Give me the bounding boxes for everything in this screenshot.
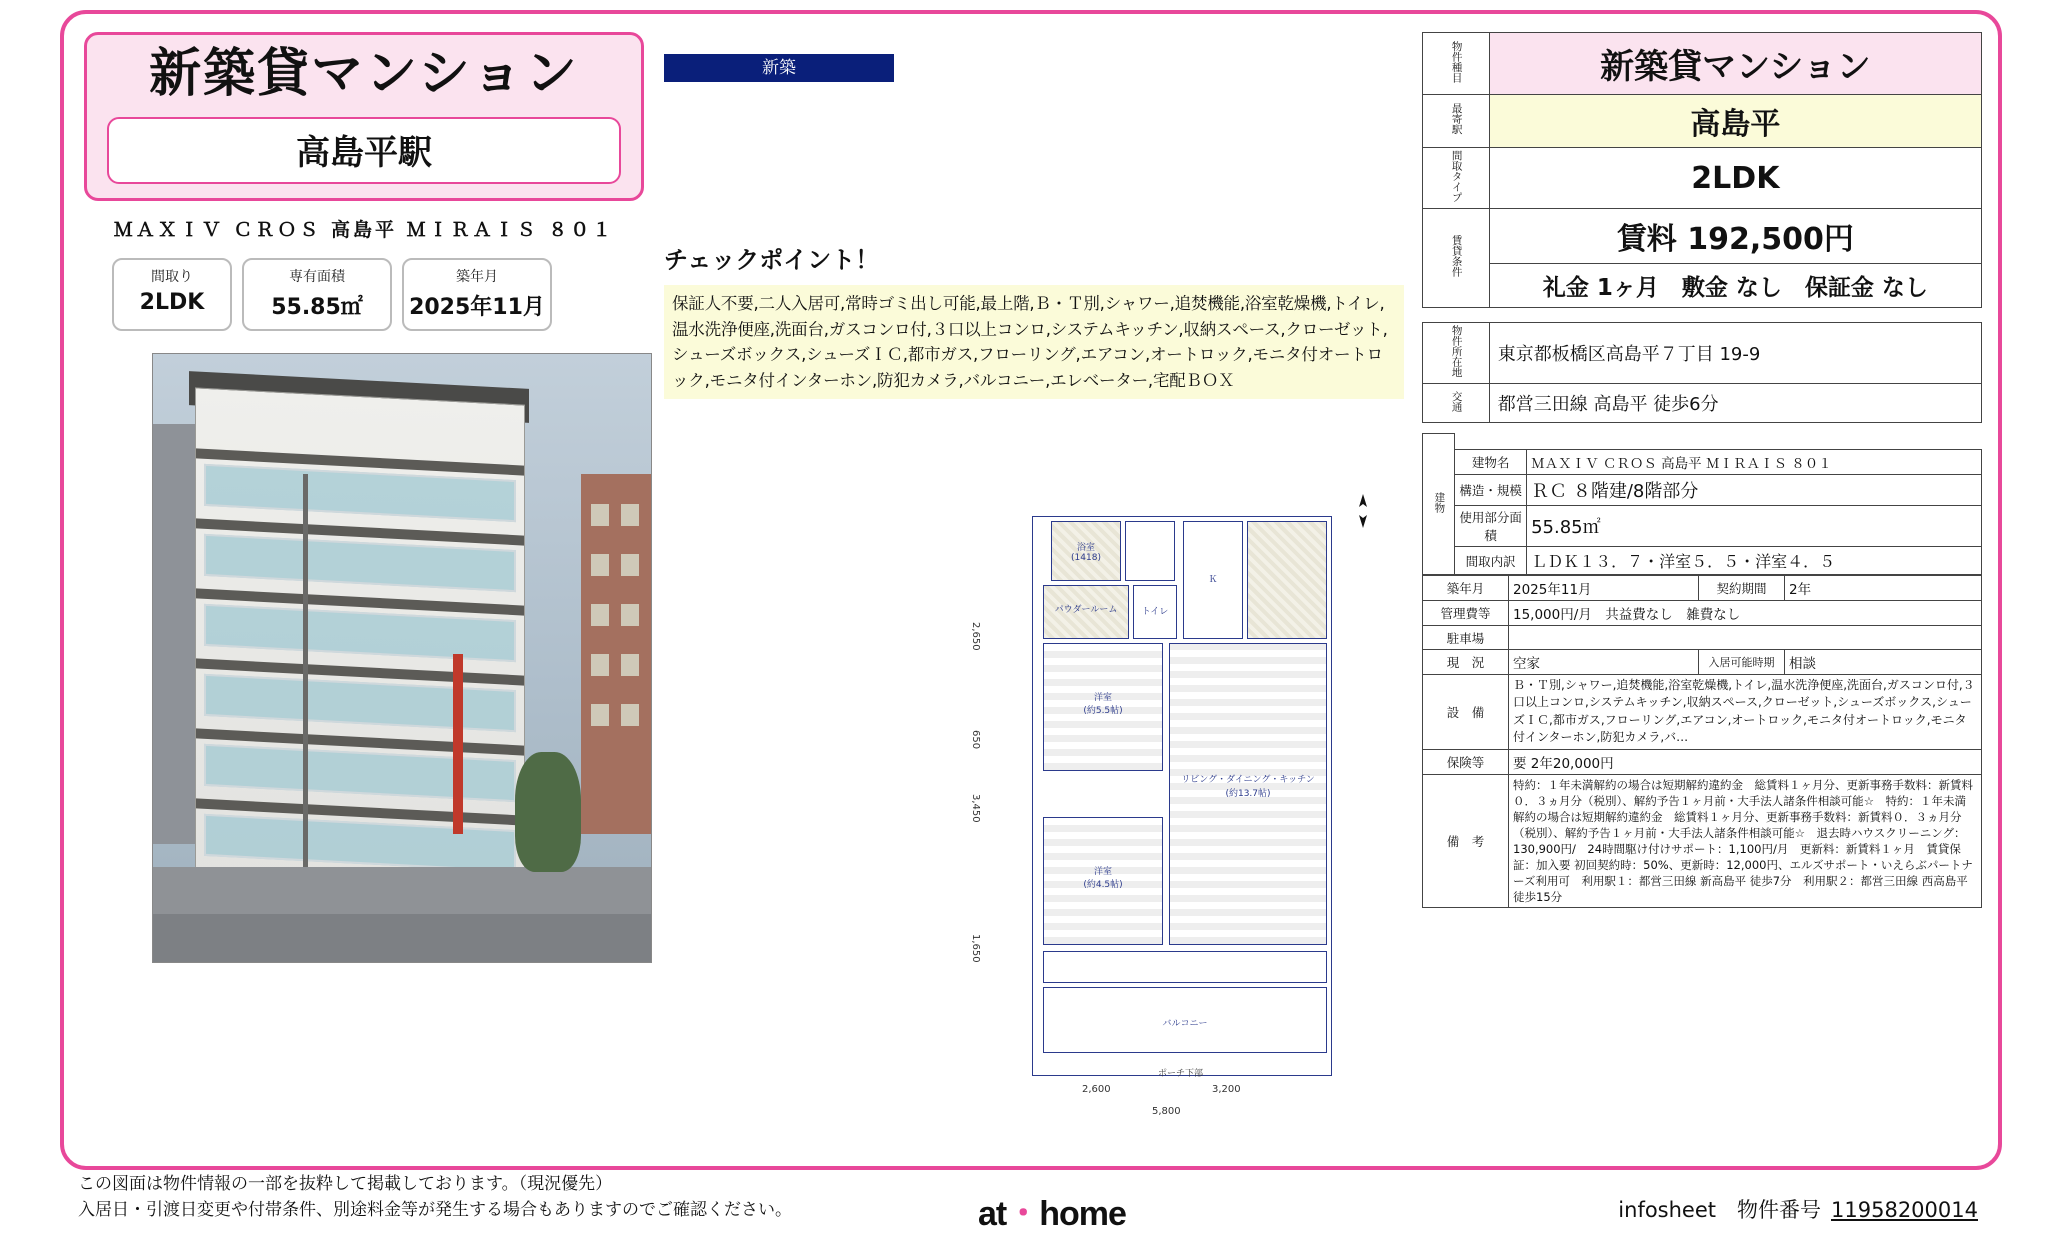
status-value: 空家 [1509, 650, 1699, 675]
remarks-value: 特約：１年未満解約の場合は短期解約違約金 総賃料１ヶ月分、更新事務手数料：新賃料０．３ヵ月分（税別）、解約予告１ヶ月前・大手法人諸条件相談可能☆ 特約：１年未満解約の場合は短期解約違約金 総賃料１ヶ月分、更新事務手数料：新賃料０．３ヵ月分（税別）、解約予告１ヶ月前・大手法人諸条件相談可能☆ 退去時ハウスクリーニング：130,900円/ 24時間駆け付けサポート：1,100円/月 更新料：新賃料１ヶ月 賃貸保証：加入要 初回契約時：50%、更新時：12,000円、エルズサポート・いえらぶパートナーズ利用可 利用駅１：都営三田線 新高島平 徒歩7分 利用駅２：都営三田線 西高島平 徒歩15分 [1509, 774, 1982, 908]
fp-dim-1650: 1,650 [970, 934, 981, 963]
fp-dim-5800: 5,800 [1152, 1106, 1181, 1117]
station-name: 高島平駅 [107, 117, 621, 184]
athome-logo [978, 1186, 1126, 1235]
bldg-area-value: 55.85㎡ [1527, 506, 1982, 547]
checkpoint-body: 保証人不要,二人入居可,常時ゴミ出し可能,最上階,Ｂ・Ｔ別,シャワー,追焚機能,浴室乾燥機,トイレ,温水洗浄便座,洗面台,ガスコンロ付,３口以上コンロ,システムキッチン,収納スペース,クローゼット,シューズボックス,シューズＩＣ,都市ガス,フローリング,エアコン,オートロック,モニタ付オートロック,モニタ付インターホン,防犯カメラ,バルコニー,エレベーター,宅配ＢＯＸ [664, 285, 1404, 399]
floor-plan-frame [1032, 516, 1332, 1076]
row-label-rent: 賃貸条件 [1423, 209, 1490, 308]
spec-area-value: 55.85㎡ [271, 294, 363, 320]
spec-layout [112, 258, 232, 331]
bldg-layout-label: 間取内訳 [1455, 547, 1527, 575]
spec-area-label: 専有面積 [289, 268, 345, 285]
parking-value [1509, 626, 1982, 650]
fp-room-kitchen: Ｋ [1208, 575, 1218, 585]
insurance-value: 要 2年20,000円 [1509, 749, 1982, 774]
spec-built-value: 2025年11月 [409, 294, 545, 320]
access-value: 都営三田線 高島平 徒歩6分 [1489, 384, 1981, 423]
footer [78, 1172, 1978, 1233]
equipment-value: Ｂ・Ｔ別,シャワー,追焚機能,浴室乾燥機,トイレ,温水洗浄便座,洗面台,ガスコンロ付,３口以上コンロ,システムキッチン,収納スペース,クローゼット,シューズボックス,シューズＩＣ,都市ガス,フローリング,エアコン,オートロック,モニタ付オートロック,モニタ付インターホン,防犯カメラ,バ… [1509, 675, 1982, 750]
row-label-station: 最寄駅 [1423, 95, 1490, 148]
built-value: 2025年11月 [1509, 576, 1699, 601]
contract-label: 契約期間 [1699, 576, 1785, 601]
page-title: 新築貸マンション [149, 44, 579, 104]
mgmt-value: 15,000円/月 共益費なし 雑費なし [1509, 601, 1982, 626]
row-value-rent: 賃料 192,500円 [1489, 209, 1981, 264]
athome-dot: ・ [1006, 1195, 1040, 1233]
insurance-label: 保険等 [1423, 749, 1509, 774]
flyer-sheet [60, 10, 2002, 1170]
fp-ldk-size: (約13.7帖) [1225, 788, 1271, 799]
bldg-area-label: 使用部分面積 [1455, 506, 1527, 547]
fp-room-wc: トイレ [1141, 607, 1169, 617]
fp-dim-650: 650 [970, 730, 981, 750]
new-badge: 新築 [664, 54, 894, 82]
spec-built [402, 258, 552, 331]
infosheet-line [1618, 1194, 1978, 1224]
checkpoint-title: チェックポイント！ [664, 246, 880, 274]
address-label: 物件所在地 [1423, 323, 1490, 384]
floor-plan [962, 494, 1382, 1124]
fp-room0-name: 洋室 [1093, 867, 1112, 877]
footer-note-1: この図面は物件情報の一部を抜粋して掲載しております。（現況優先） [78, 1174, 613, 1194]
fp-room-powder: パウダールーム [1054, 605, 1118, 615]
fp-room0-size: (約4.5帖) [1083, 880, 1123, 890]
bldg-name-value: ＭＡＸＩＶ ＣＲＯＳ 高島平 ＭＩＲＡＩＳ ８０１ [1527, 450, 1982, 475]
fp-dim-2600: 2,600 [1082, 1084, 1111, 1095]
row-value-type: 新築貸マンション [1489, 33, 1981, 95]
equipment-label: 設 備 [1423, 675, 1509, 750]
athome-brand: at [978, 1195, 1007, 1233]
infosheet-label: infosheet 物件番号 [1618, 1198, 1822, 1222]
building-name-left: ＭＡＸＩＶ ＣＲＯＳ 高島平 ＭＩＲＡＩＳ ８０１ [113, 218, 615, 241]
fp-balcony: バルコニー [1162, 1019, 1208, 1029]
bldg-name-label: 建物名 [1455, 450, 1527, 475]
movein-value: 相談 [1785, 650, 1982, 675]
row-label-type: 物件種目 [1423, 33, 1490, 95]
athome-brand2: home [1039, 1195, 1126, 1233]
fp-room-bath: 浴室 (1418) [1071, 543, 1101, 563]
row-value-station: 高島平 [1489, 95, 1981, 148]
building-photo [152, 353, 652, 963]
building-table [1422, 433, 1982, 575]
building-label: 建物 [1423, 434, 1455, 575]
center-column [664, 54, 1404, 399]
spec-built-label: 築年月 [456, 268, 498, 285]
row-value-conditions: 礼金 1ヶ月 敷金 なし 保証金 なし [1489, 264, 1981, 308]
fp-room1-size: (約5.5帖) [1083, 706, 1123, 716]
fp-room1-name: 洋室 [1093, 693, 1112, 703]
fp-dim-2650: 2,650 [970, 622, 981, 651]
compass-icon [1350, 494, 1376, 528]
fp-ldk-name: リビング・ダイニング・キッチン [1181, 775, 1315, 785]
parking-label: 駐車場 [1423, 626, 1509, 650]
bldg-layout-value: ＬＤＫ１３．７・洋室５．５・洋室４．５ [1527, 547, 1982, 575]
footer-note-2: 入居日・引渡日変更や付帯条件、別途料金等が発生する場合もありますのでご確認ください。 [78, 1199, 792, 1220]
fp-dim-3450: 3,450 [970, 794, 981, 823]
access-label: 交通 [1423, 384, 1490, 423]
left-column [84, 32, 644, 963]
fp-note: ポーチ下部 [1158, 1069, 1204, 1079]
right-column [1422, 32, 1982, 908]
spec-row [84, 258, 644, 331]
status-label: 現 況 [1423, 650, 1509, 675]
mgmt-label: 管理費等 [1423, 601, 1509, 626]
spec-layout-value: 2LDK [139, 289, 205, 315]
built-label: 築年月 [1423, 576, 1509, 601]
row-label-layout: 間取タイプ [1423, 148, 1490, 209]
title-box [84, 32, 644, 201]
contract-value: 2年 [1785, 576, 1982, 601]
detail-table [1422, 575, 1982, 908]
address-table [1422, 322, 1982, 423]
row-value-layout: 2LDK [1489, 148, 1981, 209]
movein-label: 入居可能時期 [1699, 650, 1785, 675]
address-value: 東京都板橋区高島平７丁目 19-9 [1489, 323, 1981, 384]
summary-table [1422, 32, 1982, 308]
spec-layout-label: 間取り [151, 268, 193, 285]
remarks-label: 備 考 [1423, 774, 1509, 908]
fp-dim-3200: 3,200 [1212, 1084, 1241, 1095]
bldg-structure-value: ＲＣ ８階建/8階部分 [1527, 475, 1982, 506]
bldg-structure-label: 構造・規模 [1455, 475, 1527, 506]
spec-area [242, 258, 392, 331]
infosheet-number: 11958200014 [1831, 1198, 1978, 1222]
